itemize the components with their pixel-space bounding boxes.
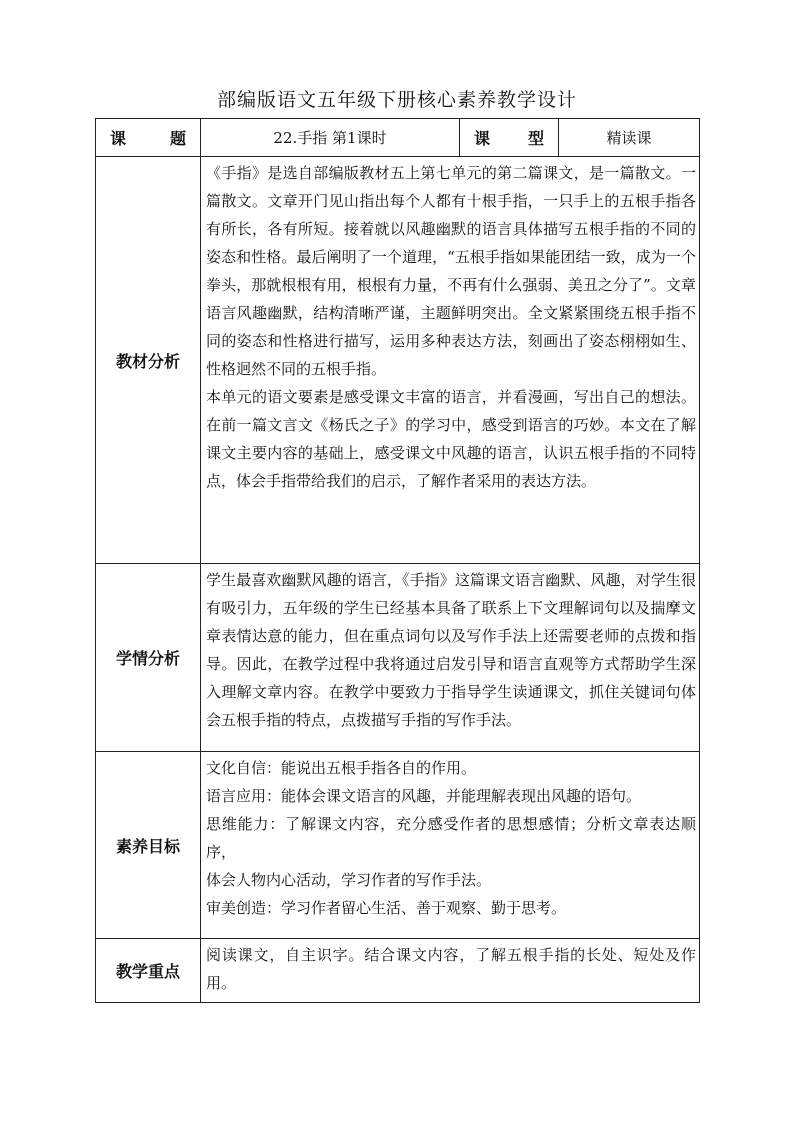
key-points-content bbox=[201, 939, 700, 1003]
goal-line: 审美创造：学习作者留心生活、善于观察、勤于思考。 bbox=[206, 899, 567, 917]
literacy-goals-label: 素养目标 bbox=[96, 752, 201, 939]
student-analysis-row bbox=[96, 564, 700, 752]
textbook-analysis-content bbox=[201, 157, 700, 564]
topic-value: 22.手指 第1课时 bbox=[201, 119, 460, 157]
lesson-plan-table bbox=[95, 118, 700, 1003]
goal-line: 语言应用：能体会课文语言的风趣，并能理解表现出风趣的语句。 bbox=[206, 787, 642, 805]
student-analysis-content bbox=[201, 564, 700, 752]
textbook-analysis-paragraph: 《手指》是选自部编版教材五上第七单元的第二篇课文，是一篇散文。一篇散文。文章开门见山指出每个人都有十根手指，一只手上的五根手指各有所长，各有所短。接着就以风趣幽默的语言具体描写五根手指的不同的姿态和性格。最后阐明了一个道理，“五根手指如果能团结一致，成为一个拳头，那就根根有用，根根有力量，不再有什么强弱、美丑之分了”。文章语言风趣幽默，结构清晰严谨，主题鲜明突出。全文紧紧围绕五根手指不同的姿态和性格进行描写，运用多种表达方法，刻画出了姿态栩栩如生、性格迥然不同的五根手指。 bbox=[206, 164, 696, 378]
goal-line: 体会人物内心活动，学习作者的写作手法。 bbox=[206, 871, 492, 889]
key-points-paragraph: 阅读课文，自主识字。结合课文内容，了解五根手指的长处、短处及作用。 bbox=[206, 946, 696, 992]
type-value: 精读课 bbox=[559, 119, 700, 157]
type-label: 课 型 bbox=[460, 119, 559, 157]
topic-label: 课 题 bbox=[96, 119, 201, 157]
goal-line: 思维能力：了解课文内容，充分感受作者的思想感情；分析文章表达顺序， bbox=[206, 815, 696, 861]
goal-line: 文化自信：能说出五根手指各自的作用。 bbox=[206, 759, 477, 777]
student-analysis-label: 学情分析 bbox=[96, 564, 201, 752]
header-row bbox=[96, 119, 700, 157]
literacy-goals-content bbox=[201, 752, 700, 939]
textbook-analysis-row bbox=[96, 157, 700, 564]
textbook-analysis-label: 教材分析 bbox=[96, 157, 201, 564]
literacy-goals-row bbox=[96, 752, 700, 939]
key-points-row bbox=[96, 939, 700, 1003]
document-title: 部编版语文五年级下册核心素养教学设计 bbox=[216, 89, 577, 111]
textbook-analysis-paragraph: 本单元的语文要素是感受课文丰富的语言，并看漫画，写出自己的想法。在前一篇文言文《杨氏之子》的学习中，感受到语言的巧妙。本文在了解课文主要内容的基础上，感受课文中风趣的语言，认识五根手指的不同特点，体会手指带给我们的启示，了解作者采用的表达方法。 bbox=[206, 388, 696, 490]
student-analysis-paragraph: 学生最喜欢幽默风趣的语言，《手指》这篇课文语言幽默、风趣，对学生很有吸引力，五年级的学生已经基本具备了联系上下文理解词句以及揣摩文章表情达意的能力，但在重点词句以及写作手法上还需要老师的点拨和指导。因此，在教学过程中我将通过启发引导和语言直观等方式帮助学生深入理解文章内容。在教学中要致力于指导学生读通课文，抓住关键词句体会五根手指的特点，点拨描写手指的写作手法。 bbox=[206, 571, 696, 729]
key-points-label: 教学重点 bbox=[96, 939, 201, 1003]
